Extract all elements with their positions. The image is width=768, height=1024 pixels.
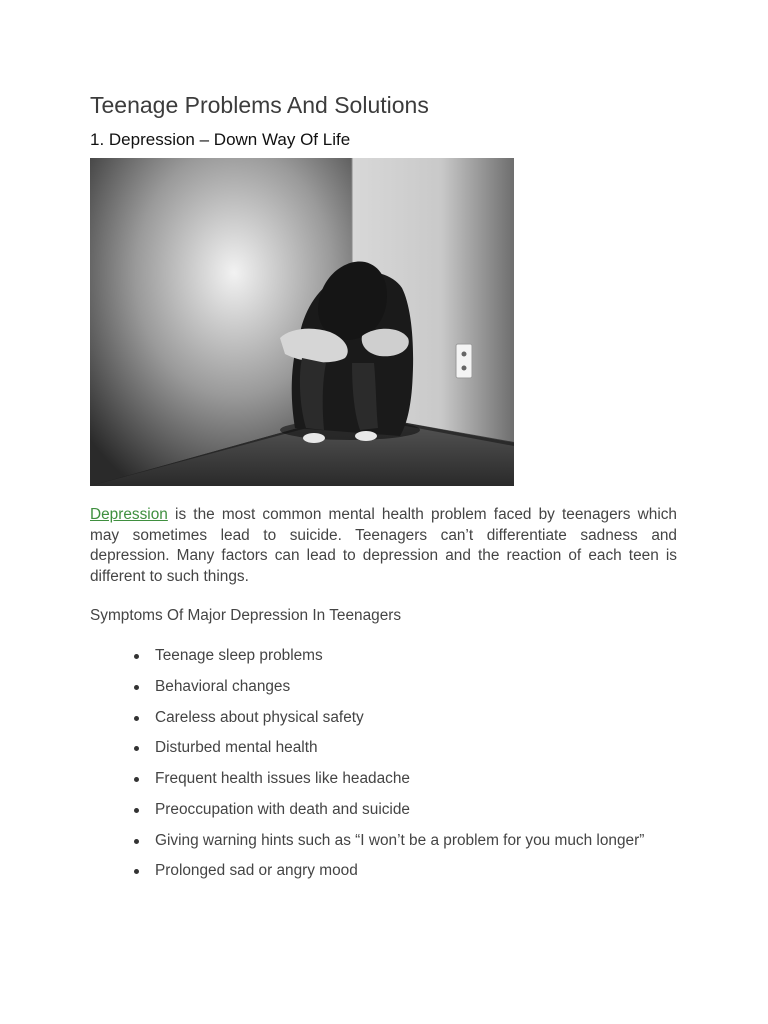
depressed-teen-photo (90, 158, 514, 486)
list-item-text: Disturbed mental health (155, 739, 318, 757)
bullet-icon (134, 746, 139, 751)
list-item-text: Teenage sleep problems (155, 647, 323, 664)
section-heading: 1. Depression – Down Way Of Life (90, 130, 351, 149)
bullet-icon (134, 869, 139, 874)
symptoms-heading: Symptoms Of Major Depression In Teenagers (90, 607, 402, 624)
list-item (90, 738, 677, 759)
symptoms-list (90, 646, 677, 892)
list-item (90, 646, 677, 667)
list-item-text: Careless about physical safety (155, 708, 364, 726)
bullet-icon (134, 654, 139, 659)
bullet-icon (134, 839, 139, 844)
page-title: Teenage Problems And Solutions (90, 92, 429, 118)
list-item (90, 861, 677, 882)
bullet-icon (134, 716, 139, 721)
list-item-text: Frequent health issues like headache (155, 770, 410, 788)
intro-text: is the most common mental health problem faced by teenagers which may sometimes lead to suicide. Teenagers can’t differentiate sadness and depression. Many factors can lead to depression and the reaction of each teen is different to such things. (90, 506, 677, 585)
intro-paragraph (90, 505, 677, 587)
list-item (90, 831, 677, 852)
list-item (90, 708, 677, 729)
list-item-text: Behavioral changes (155, 677, 291, 695)
list-item (90, 800, 677, 821)
bullet-icon (134, 777, 139, 782)
list-item-text: Preoccupation with death and suicide (155, 800, 410, 818)
bullet-icon (134, 808, 139, 813)
bullet-icon (134, 685, 139, 690)
list-item-text: Giving warning hints such as “I won’t be a problem for you much longer” (155, 831, 645, 849)
list-item (90, 677, 677, 698)
list-item-text: Prolonged sad or angry mood (155, 862, 358, 880)
depression-link[interactable]: Depression (90, 506, 168, 523)
list-item (90, 769, 677, 790)
